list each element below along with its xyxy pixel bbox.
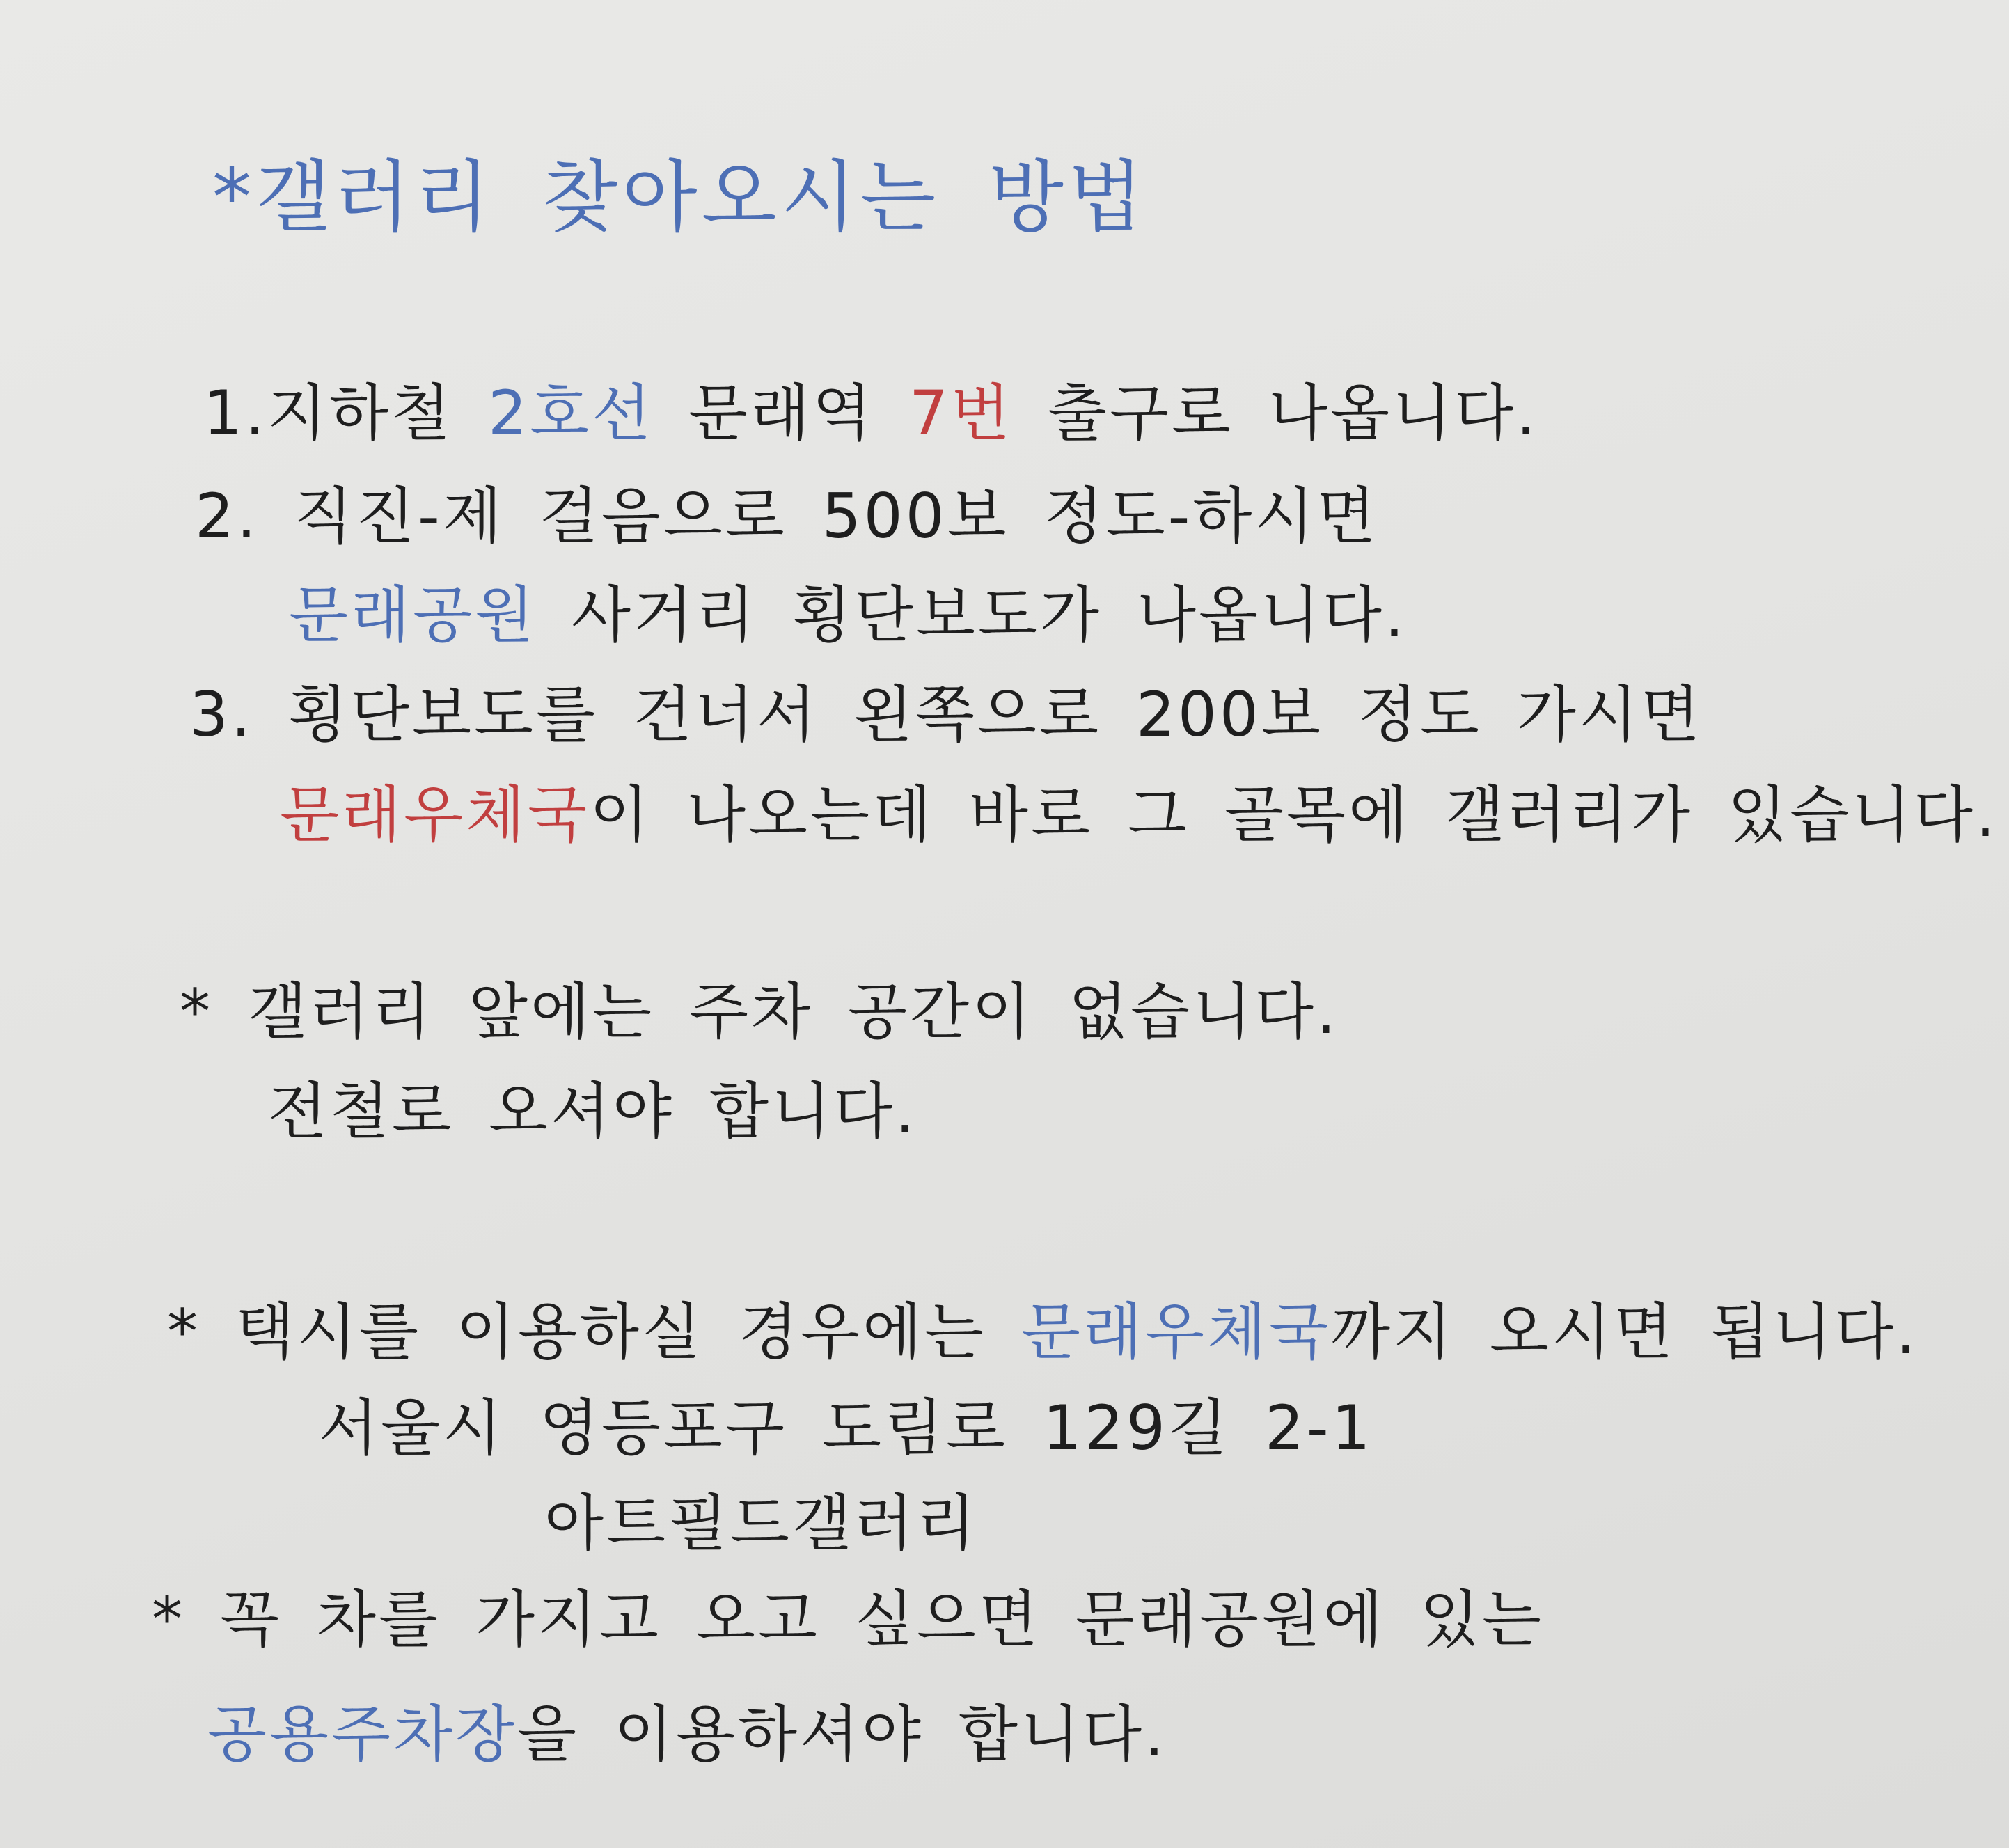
post-office-name: 문래우체국 [280, 779, 590, 851]
park-name: 문래공원 [289, 579, 537, 651]
page-title [212, 152, 1148, 243]
taxi-note-prefix: * 택시를 이용하실 경우에는 [167, 1296, 1021, 1368]
taxi-note-line [167, 1296, 1919, 1368]
subway-line-name: 2호선 [487, 377, 654, 449]
title-text: *갤러리 찾아오시는 방법 [212, 152, 1148, 243]
step-3-line-1 [189, 679, 1703, 750]
step-1-mid: 문래역 [653, 377, 909, 449]
public-parking-lot: 공용주차장 [207, 1698, 518, 1770]
car-note-line-2 [207, 1698, 1167, 1770]
step-1-prefix: 1.지하철 [203, 377, 488, 449]
gallery-name [544, 1487, 979, 1559]
parking-note-line-1 [180, 976, 1339, 1048]
parking-note-text-2: 전철로 오셔야 합니다. [268, 1075, 917, 1147]
step-2-line-2-suffix: 사거리 횡단보도가 나옵니다. [537, 579, 1408, 651]
gallery-name-text: 아트필드갤러리 [544, 1487, 979, 1559]
taxi-note-suffix: 까지 오시면 됩니다. [1331, 1296, 1919, 1368]
step-3-line-2 [280, 779, 1999, 851]
car-note-line-2-suffix: 을 이용하셔야 합니다. [517, 1698, 1167, 1770]
step-1-suffix: 출구로 나옵니다. [1012, 377, 1538, 449]
parking-note-text: * 갤러리 앞에는 주차 공간이 없습니다. [180, 976, 1339, 1048]
taxi-post-office-name: 문래우체국 [1021, 1296, 1332, 1368]
car-note-text: * 꼭 차를 가지고 오고 싶으면 문래공원에 있는 [152, 1584, 1544, 1655]
step-3-line-2-suffix: 이 나오는데 바로 그 골목에 갤러리가 있습니다. [590, 779, 1999, 851]
step-2-text: 2. 직진-제 걸음으로 500보 정도-하시면 [195, 480, 1379, 552]
exit-number: 7번 [908, 377, 1013, 449]
parking-note-line-2 [268, 1075, 917, 1147]
step-1-line [203, 377, 1538, 449]
address-text: 서울시 영등포구 도림로 129길 2-1 [319, 1392, 1373, 1464]
gallery-address [319, 1392, 1373, 1464]
car-note-line-1 [152, 1584, 1544, 1655]
step-2-line-1 [195, 480, 1379, 552]
step-3-text: 3. 횡단보도를 건너서 왼쪽으로 200보 정도 가시면 [189, 679, 1703, 750]
step-2-line-2 [289, 579, 1408, 651]
